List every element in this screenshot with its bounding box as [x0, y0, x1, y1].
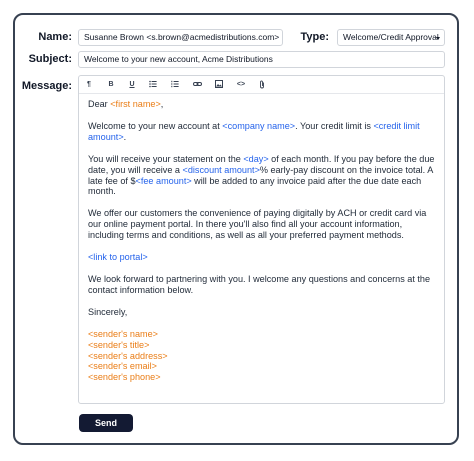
numbered-list-icon[interactable] [168, 78, 182, 91]
closing: Sincerely, [88, 306, 128, 317]
message-editor[interactable] [78, 75, 445, 404]
greeting-line [88, 99, 440, 110]
sender-name-token: <sender's name> [88, 328, 158, 339]
paragraph-closing-note: We look forward to partnering with you. I welcome any questions and concerns at the contact information below. [88, 273, 431, 295]
credit-limit-token: <credit limit amount> [88, 120, 420, 142]
welcome-text: Welcome to your new account at [88, 120, 223, 131]
period: . [123, 131, 127, 142]
first-name-token: <first name> [110, 99, 161, 109]
credit-limit-text: . Your credit limit is [295, 120, 374, 131]
bullet-list-icon[interactable] [146, 78, 160, 91]
discount-amount-token: <discount amount> [182, 164, 260, 175]
paragraph-portal-link [88, 252, 440, 263]
late-fee-text: % early-pay discount on the invoice total. A late fee of $ [88, 164, 433, 186]
statement-text: You will receive your statement on the [88, 153, 244, 164]
chevron-down-icon [436, 37, 440, 40]
message-label: Message: [21, 80, 72, 92]
type-select[interactable] [337, 29, 445, 46]
greeting-comma: , [160, 99, 164, 109]
discount-text: of each month. If you pay before the due date, you will receive a [88, 153, 435, 175]
underline-icon[interactable]: U [129, 81, 135, 88]
due-date-text: will be added to any invoice paid after the due date each month. [88, 175, 422, 197]
image-icon[interactable] [212, 78, 226, 91]
sender-phone-token: <sender's phone> [88, 372, 161, 383]
sender-email-token: <sender's email> [88, 361, 157, 372]
paragraph-payment: We offer our customers the convenience of paying digitally by ACH or credit card via our online payment portal. In there you'll also find all your account information, including terms and conditions, as well as all your preferred payment methods. [88, 208, 427, 241]
paragraph-icon[interactable]: ¶ [87, 81, 91, 88]
type-label: Type: [300, 31, 329, 43]
code-icon[interactable]: <> [236, 81, 246, 88]
subject-label: Subject: [28, 53, 72, 65]
greeting-text: Dear [88, 99, 111, 109]
signature-block [88, 329, 440, 384]
day-token: <day> [243, 153, 269, 164]
bold-icon[interactable]: B [108, 81, 114, 88]
name-label: Name: [38, 31, 72, 43]
editor-toolbar [79, 76, 444, 94]
link-icon[interactable] [190, 78, 204, 91]
sender-address-token: <sender's address> [88, 350, 168, 361]
subject-field[interactable]: Welcome to your new account, Acme Distributions [78, 51, 445, 68]
attachment-icon[interactable] [255, 78, 269, 91]
company-name-token: <company name> [222, 120, 296, 131]
fee-amount-token: <fee amount> [135, 175, 192, 186]
portal-link-token[interactable]: <link to portal> [88, 252, 148, 263]
send-button[interactable]: Send [79, 414, 133, 432]
name-field[interactable]: Susanne Brown <s.brown@acmedistributions.com> [78, 29, 283, 46]
paragraph-statement [88, 154, 440, 198]
message-body[interactable] [88, 99, 440, 383]
paragraph-welcome [88, 121, 440, 143]
type-select-value: Welcome/Credit Approval [343, 32, 439, 42]
sender-title-token: <sender's title> [88, 339, 150, 350]
